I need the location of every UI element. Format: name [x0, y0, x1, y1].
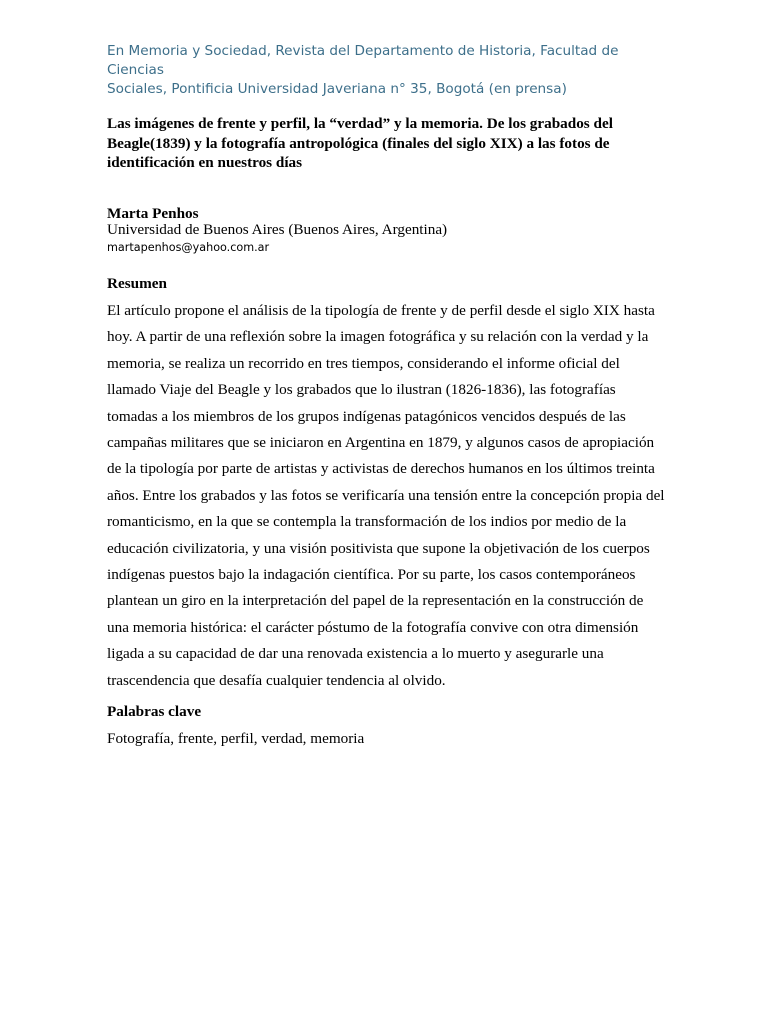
journal-citation	[107, 42, 667, 99]
article-title-line: Beagle(1839) y la fotografía antropológica (finales del siglo XIX) a las fotos de	[107, 134, 610, 152]
abstract-line: indígenas puestos bajo la indagación científica. Por su parte, los casos contemporáneos	[107, 566, 636, 584]
article-title-line: identificación en nuestros días	[107, 154, 303, 171]
author-affiliation: Universidad de Buenos Aires (Buenos Aires, Argentina)	[107, 221, 448, 238]
abstract-line: trascendencia que desafía cualquier tendencia al olvido.	[107, 671, 446, 689]
keywords-text: Fotografía, frente, perfil, verdad, memoria	[107, 730, 365, 747]
abstract-line: memoria, se realiza un recorrido en tres tiempos, considerando el informe oficial del	[107, 354, 620, 372]
abstract-line: de la tipología por parte de artistas y activistas de derechos humanos en los últimos treinta	[107, 460, 655, 478]
abstract-line: llamado Viaje del Beagle y los grabados que lo ilustran (1826-1836), las fotografías	[107, 381, 616, 399]
abstract-body	[107, 298, 667, 694]
abstract-line: hoy. A partir de una reflexión sobre la imagen fotográfica y su relación con la verdad y la	[107, 328, 649, 346]
author-name: Marta Penhos	[107, 205, 199, 222]
keywords-heading: Palabras clave	[107, 703, 202, 720]
article-title-line: Las imágenes de frente y perfil, la “verdad” y la memoria. De los grabados del	[107, 115, 613, 132]
author-email: martapenhos@yahoo.com.ar	[107, 241, 270, 254]
abstract-line: plantean un giro en la interpretación del papel de la representación en la construcción de	[107, 592, 644, 610]
abstract-line: años. Entre los grabados y las fotos se verificaría una tensión entre la concepción propia del	[107, 486, 665, 504]
abstract-line: tomadas a los miembros de los grupos indígenas patagónicos vencidos después de las	[107, 407, 626, 425]
abstract-line: una memoria histórica: el carácter póstumo de la fotografía convive con otra dimensión	[107, 618, 639, 636]
journal-citation-line: Sociales, Pontificia Universidad Javeriana n° 35, Bogotá (en prensa)	[107, 81, 567, 97]
article-title	[107, 114, 667, 173]
abstract-line: romanticismo, en la que se contempla la transformación de los indios por medio de la	[107, 513, 627, 531]
abstract-line: campañas militares que se iniciaron en Argentina en 1879, y algunos casos de apropiación	[107, 434, 655, 452]
abstract-line: El artículo propone el análisis de la tipología de frente y de perfil desde el siglo XIX hasta	[107, 302, 655, 319]
abstract-line: educación civilizatoria, y una visión positivista que supone la objetivación de los cuerpos	[107, 539, 650, 557]
abstract-heading: Resumen	[107, 275, 167, 292]
abstract-line: ligada a su capacidad de dar una renovada existencia a lo muerto y asegurarle una	[107, 645, 604, 663]
journal-citation-line: En Memoria y Sociedad, Revista del Departamento de Historia, Facultad de Ciencias	[107, 43, 619, 78]
